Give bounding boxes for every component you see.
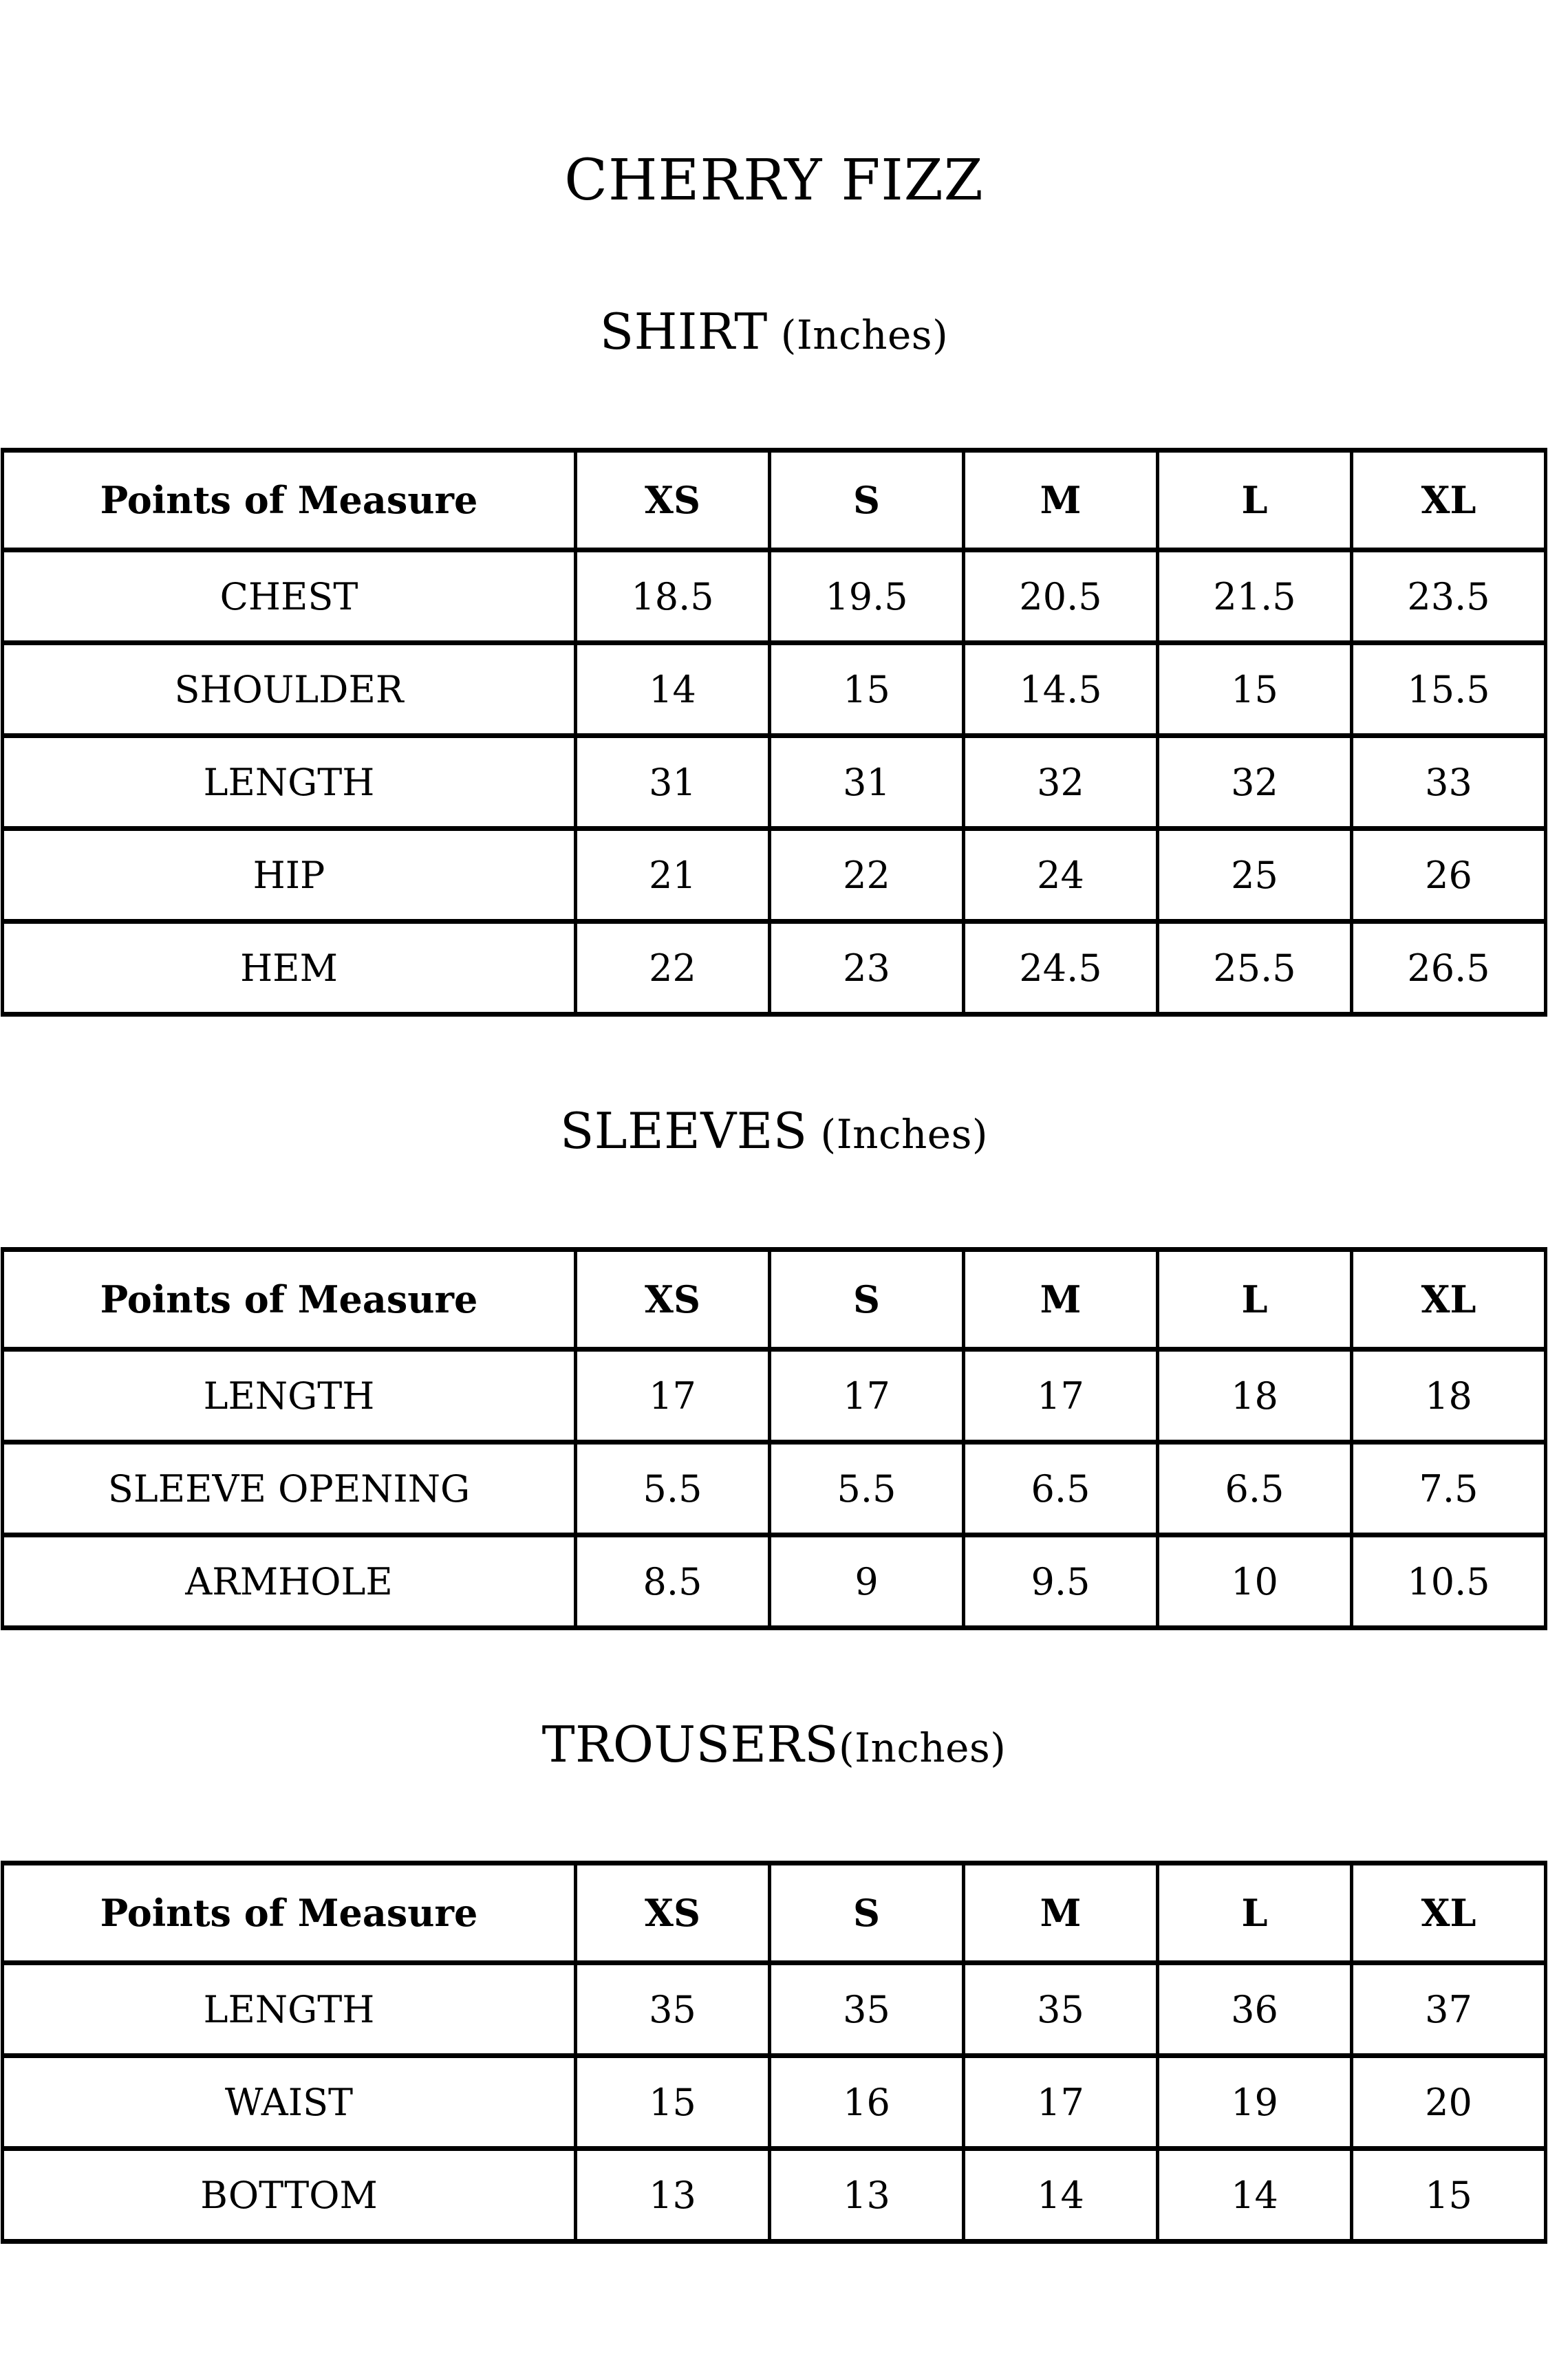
section-heading-shirt bbox=[0, 300, 1548, 367]
measurement-cell: 19 bbox=[1156, 2053, 1350, 2146]
size-column-header: M bbox=[962, 1861, 1156, 1960]
measurement-cell: 37 bbox=[1350, 1960, 1544, 2053]
table-row bbox=[1, 2053, 1544, 2146]
section-heading-unit: (Inches) bbox=[767, 312, 949, 358]
size-column-header: XS bbox=[574, 1247, 768, 1347]
section-heading-text: SHIRT bbox=[599, 303, 768, 360]
measurement-cell: 6.5 bbox=[962, 1440, 1156, 1533]
measurement-cell: 25 bbox=[1156, 826, 1350, 919]
size-column-header: XL bbox=[1350, 448, 1544, 548]
measurement-cell: 17 bbox=[962, 1347, 1156, 1440]
trousers-size-table bbox=[1, 1861, 1547, 2244]
row-label: SLEEVE OPENING bbox=[1, 1440, 574, 1533]
row-label: BOTTOM bbox=[1, 2146, 574, 2239]
size-column-header: XL bbox=[1350, 1247, 1544, 1347]
section-heading-text: SLEEVES bbox=[559, 1102, 808, 1160]
measurement-cell: 16 bbox=[768, 2053, 962, 2146]
measurement-cell: 21.5 bbox=[1156, 548, 1350, 640]
measurement-cell: 31 bbox=[768, 733, 962, 826]
section-heading-text: TROUSERS bbox=[541, 1716, 839, 1773]
measurement-cell: 14 bbox=[1156, 2146, 1350, 2239]
row-label: CHEST bbox=[1, 548, 574, 640]
row-label: HIP bbox=[1, 826, 574, 919]
table-row bbox=[1, 1440, 1544, 1533]
measurement-cell: 10.5 bbox=[1350, 1533, 1544, 1625]
table-header bbox=[1, 1861, 1544, 1960]
table-row bbox=[1, 1533, 1544, 1625]
measurement-cell: 10 bbox=[1156, 1533, 1350, 1625]
size-column-header: L bbox=[1156, 1861, 1350, 1960]
section-sleeves bbox=[0, 1099, 1548, 1630]
size-column-header: S bbox=[768, 448, 962, 548]
table-row bbox=[1, 1960, 1544, 2053]
measurement-cell: 35 bbox=[768, 1960, 962, 2053]
measurement-cell: 36 bbox=[1156, 1960, 1350, 2053]
measurement-cell: 14 bbox=[962, 2146, 1156, 2239]
points-of-measure-header: Points of Measure bbox=[1, 1861, 574, 1960]
measurement-cell: 19.5 bbox=[768, 548, 962, 640]
measurement-cell: 22 bbox=[574, 919, 768, 1012]
measurement-cell: 14 bbox=[574, 640, 768, 733]
measurement-cell: 17 bbox=[768, 1347, 962, 1440]
measurement-cell: 23 bbox=[768, 919, 962, 1012]
measurement-cell: 5.5 bbox=[574, 1440, 768, 1533]
table-header bbox=[1, 448, 1544, 548]
measurement-cell: 15.5 bbox=[1350, 640, 1544, 733]
measurement-cell: 18.5 bbox=[574, 548, 768, 640]
measurement-cell: 15 bbox=[1156, 640, 1350, 733]
measurement-cell: 7.5 bbox=[1350, 1440, 1544, 1533]
measurement-cell: 8.5 bbox=[574, 1533, 768, 1625]
measurement-cell: 26.5 bbox=[1350, 919, 1544, 1012]
measurement-cell: 20 bbox=[1350, 2053, 1544, 2146]
table-row bbox=[1, 919, 1544, 1012]
sleeves-size-table bbox=[1, 1247, 1547, 1630]
table-body bbox=[1, 1347, 1544, 1625]
table-row bbox=[1, 548, 1544, 640]
table-row bbox=[1, 1347, 1544, 1440]
section-heading-unit: (Inches) bbox=[807, 1111, 989, 1158]
measurement-cell: 17 bbox=[574, 1347, 768, 1440]
size-column-header: XS bbox=[574, 448, 768, 548]
size-column-header: M bbox=[962, 448, 1156, 548]
measurement-cell: 9.5 bbox=[962, 1533, 1156, 1625]
table-header-row bbox=[1, 1861, 1544, 1960]
measurement-cell: 24.5 bbox=[962, 919, 1156, 1012]
size-column-header: S bbox=[768, 1861, 962, 1960]
table-body bbox=[1, 548, 1544, 1012]
row-label: ARMHOLE bbox=[1, 1533, 574, 1625]
sections-container bbox=[0, 300, 1548, 2244]
section-heading-sleeves bbox=[0, 1099, 1548, 1166]
section-heading-unit: (Inches) bbox=[838, 1724, 1007, 1771]
table-row bbox=[1, 2146, 1544, 2239]
section-trousers bbox=[0, 1713, 1548, 2244]
size-column-header: XS bbox=[574, 1861, 768, 1960]
measurement-cell: 6.5 bbox=[1156, 1440, 1350, 1533]
measurement-cell: 15 bbox=[768, 640, 962, 733]
row-label: SHOULDER bbox=[1, 640, 574, 733]
table-row bbox=[1, 826, 1544, 919]
measurement-cell: 22 bbox=[768, 826, 962, 919]
measurement-cell: 25.5 bbox=[1156, 919, 1350, 1012]
table-header-row bbox=[1, 1247, 1544, 1347]
section-shirt bbox=[0, 300, 1548, 1017]
measurement-cell: 14.5 bbox=[962, 640, 1156, 733]
shirt-size-table bbox=[1, 448, 1547, 1017]
size-column-header: XL bbox=[1350, 1861, 1544, 1960]
points-of-measure-header: Points of Measure bbox=[1, 1247, 574, 1347]
page-title: CHERRY FIZZ bbox=[564, 148, 984, 213]
row-label: LENGTH bbox=[1, 1347, 574, 1440]
size-column-header: S bbox=[768, 1247, 962, 1347]
measurement-cell: 24 bbox=[962, 826, 1156, 919]
measurement-cell: 33 bbox=[1350, 733, 1544, 826]
measurement-cell: 35 bbox=[962, 1960, 1156, 2053]
table-row bbox=[1, 640, 1544, 733]
row-label: LENGTH bbox=[1, 1960, 574, 2053]
measurement-cell: 17 bbox=[962, 2053, 1156, 2146]
row-label: LENGTH bbox=[1, 733, 574, 826]
measurement-cell: 31 bbox=[574, 733, 768, 826]
row-label: WAIST bbox=[1, 2053, 574, 2146]
size-chart-document bbox=[0, 144, 1548, 2244]
measurement-cell: 26 bbox=[1350, 826, 1544, 919]
measurement-cell: 20.5 bbox=[962, 548, 1156, 640]
measurement-cell: 23.5 bbox=[1350, 548, 1544, 640]
table-body bbox=[1, 1960, 1544, 2239]
table-header-row bbox=[1, 448, 1544, 548]
row-label: HEM bbox=[1, 919, 574, 1012]
measurement-cell: 13 bbox=[768, 2146, 962, 2239]
measurement-cell: 35 bbox=[574, 1960, 768, 2053]
measurement-cell: 15 bbox=[574, 2053, 768, 2146]
size-column-header: M bbox=[962, 1247, 1156, 1347]
section-heading-trousers bbox=[0, 1713, 1548, 1779]
measurement-cell: 32 bbox=[1156, 733, 1350, 826]
points-of-measure-header: Points of Measure bbox=[1, 448, 574, 548]
measurement-cell: 9 bbox=[768, 1533, 962, 1625]
measurement-cell: 18 bbox=[1156, 1347, 1350, 1440]
measurement-cell: 18 bbox=[1350, 1347, 1544, 1440]
measurement-cell: 32 bbox=[962, 733, 1156, 826]
table-row bbox=[1, 733, 1544, 826]
measurement-cell: 15 bbox=[1350, 2146, 1544, 2239]
measurement-cell: 21 bbox=[574, 826, 768, 919]
size-column-header: L bbox=[1156, 448, 1350, 548]
measurement-cell: 5.5 bbox=[768, 1440, 962, 1533]
measurement-cell: 13 bbox=[574, 2146, 768, 2239]
table-header bbox=[1, 1247, 1544, 1347]
size-column-header: L bbox=[1156, 1247, 1350, 1347]
